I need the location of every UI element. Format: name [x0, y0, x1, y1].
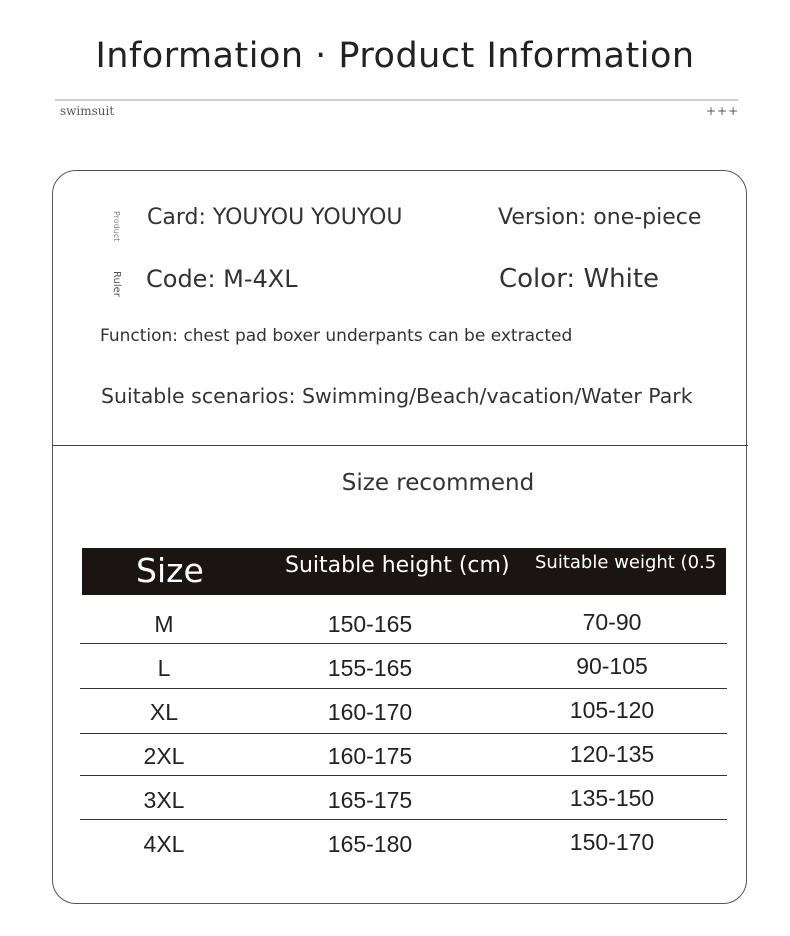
page-title: Information · Product Information: [95, 36, 695, 76]
size-cell: XL: [149, 699, 179, 725]
size-cell: 2XL: [143, 743, 185, 769]
color-info: Color: White: [499, 264, 660, 294]
size-cell: M: [154, 611, 174, 637]
height-cell: 165-175: [327, 787, 413, 813]
product-side-label: Product: [112, 211, 121, 242]
row-separator: [80, 819, 727, 820]
weight-cell: 150-170: [569, 829, 655, 855]
function-info: Function: chest pad boxer underpants can be extracted: [100, 326, 573, 346]
weight-cell: 135-150: [569, 785, 655, 811]
weight-cell: 120-135: [569, 741, 655, 767]
height-cell: 165-180: [327, 831, 413, 857]
weight-cell: 70-90: [582, 609, 642, 635]
row-separator: [80, 643, 727, 644]
header-size: Size: [136, 551, 204, 590]
weight-cell: 90-105: [576, 653, 648, 679]
row-separator: [80, 775, 727, 776]
size-table-header: [82, 548, 726, 595]
height-cell: 160-170: [327, 699, 413, 725]
section-divider: [52, 445, 748, 446]
category-label: swimsuit: [60, 104, 115, 118]
header-height: Suitable height (cm): [285, 553, 510, 578]
height-cell: 155-165: [327, 655, 413, 681]
header-weight: Suitable weight (0.5: [535, 552, 717, 573]
ruler-side-label: Ruler: [111, 271, 122, 297]
code-info: Code: M-4XL: [146, 265, 298, 293]
weight-cell: 105-120: [569, 697, 655, 723]
size-section-title: Size recommend: [341, 470, 535, 496]
header-divider: [55, 99, 738, 101]
height-cell: 150-165: [327, 611, 413, 637]
version-info: Version: one-piece: [498, 205, 702, 230]
size-cell: 3XL: [143, 787, 185, 813]
scenarios-info: Suitable scenarios: Swimming/Beach/vacation/Water Park: [101, 384, 693, 408]
height-cell: 160-175: [327, 743, 413, 769]
decorative-plus-marks: +++: [706, 104, 740, 118]
card-info: Card: YOUYOU YOUYOU: [147, 205, 403, 230]
row-separator: [80, 733, 727, 734]
size-cell: 4XL: [143, 831, 185, 857]
row-separator: [80, 688, 727, 689]
size-cell: L: [157, 655, 171, 681]
